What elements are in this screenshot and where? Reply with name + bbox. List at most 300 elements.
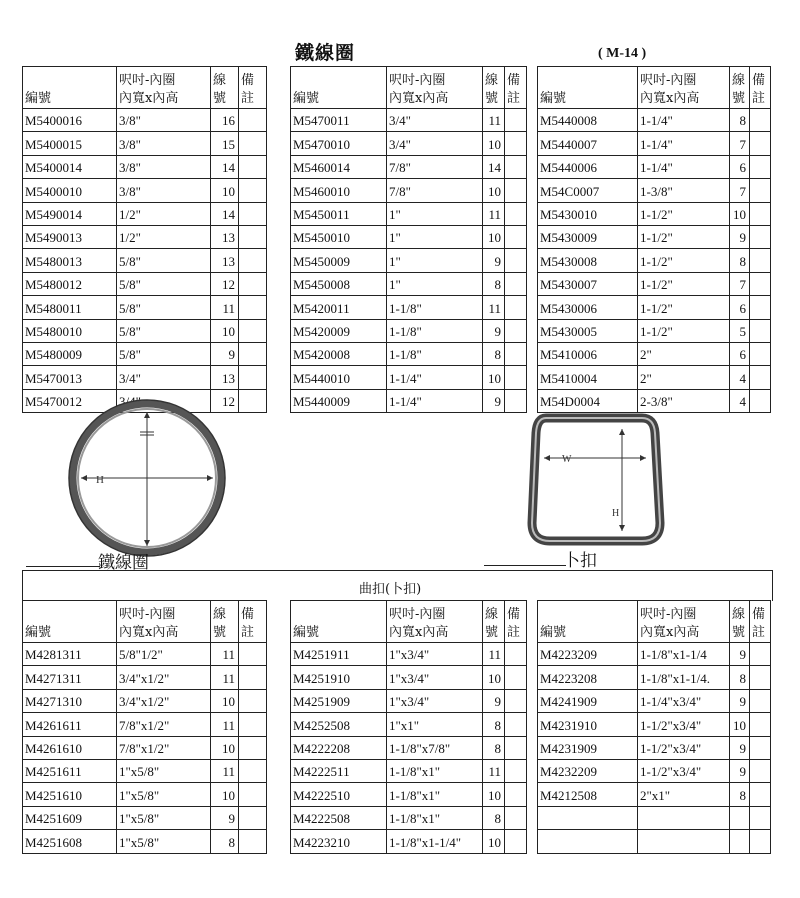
cell-remark	[750, 806, 771, 829]
cell-remark	[750, 296, 771, 319]
cell-gauge: 10	[211, 179, 239, 202]
cell-remark	[750, 179, 771, 202]
cell-size: 1"	[387, 202, 483, 225]
header-gauge-text: 號	[213, 91, 227, 106]
cell-size: 1"x3/4"	[387, 666, 483, 689]
buckle-table-a	[22, 600, 267, 854]
cell-code: M4241909	[538, 689, 638, 712]
cell-gauge: 14	[211, 155, 239, 178]
ring-table-b	[290, 66, 527, 413]
cell-remark	[750, 736, 771, 759]
cell-gauge: 8	[483, 272, 505, 295]
table-header-row	[291, 67, 527, 109]
cell-remark	[239, 342, 267, 365]
cell-remark	[750, 643, 771, 666]
cell-remark	[239, 132, 267, 155]
cell-remark	[239, 272, 267, 295]
header-remark-text: 註	[507, 91, 521, 106]
cell-code: M4251610	[23, 783, 117, 806]
cell-size: 1"x5/8"	[117, 759, 211, 782]
cell-remark	[750, 319, 771, 342]
cell-remark	[239, 689, 267, 712]
table-row	[23, 666, 267, 689]
buckle-table-b	[290, 600, 527, 854]
cell-size: 2"x1"	[638, 783, 730, 806]
cell-size: 1-1/2"	[638, 272, 730, 295]
cell-code: M5490013	[23, 225, 117, 248]
cell-size: 1-1/8"x1"	[387, 783, 483, 806]
cell-gauge: 12	[211, 272, 239, 295]
table-row	[291, 296, 527, 319]
cell-code: M5480009	[23, 342, 117, 365]
table-row	[23, 783, 267, 806]
header-size-text: 內寬x內高	[119, 625, 179, 640]
header-remark-text: 備	[507, 607, 521, 622]
cell-remark	[505, 736, 527, 759]
cell-size: 1"x5/8"	[117, 783, 211, 806]
ring-caption: 鐵線圈	[98, 553, 149, 573]
buckle-table-c	[537, 600, 771, 854]
table-row	[538, 736, 771, 759]
cell-code: M5470011	[291, 109, 387, 132]
ring-drawing	[66, 398, 236, 558]
table-row	[23, 225, 267, 248]
cell-gauge: 10	[483, 666, 505, 689]
cell-code: M5450011	[291, 202, 387, 225]
cell-size: 3/8"	[117, 179, 211, 202]
header-remark-text: 註	[507, 625, 521, 640]
cell-size	[638, 830, 730, 853]
cell-remark	[239, 389, 267, 412]
table-row	[291, 109, 527, 132]
cell-remark	[239, 202, 267, 225]
cell-code: M5400014	[23, 155, 117, 178]
cell-size: 3/8"	[117, 109, 211, 132]
header-size	[117, 67, 211, 109]
cell-gauge: 7	[730, 272, 750, 295]
cell-code: M4231910	[538, 713, 638, 736]
cell-size: 1-1/8"x1-1/4"	[387, 830, 483, 853]
cell-size: 1-1/2"x3/4"	[638, 713, 730, 736]
table-row	[23, 249, 267, 272]
cell-gauge: 9	[730, 689, 750, 712]
cell-size: 1-1/8"	[387, 319, 483, 342]
table-row	[291, 319, 527, 342]
cell-remark	[750, 783, 771, 806]
cell-code: M4251911	[291, 643, 387, 666]
cell-size: 1-1/2"	[638, 296, 730, 319]
cell-size: 1"x3/4"	[387, 689, 483, 712]
header-remark	[750, 601, 771, 643]
cell-size: 2-3/8"	[638, 389, 730, 412]
table-row	[23, 132, 267, 155]
cell-gauge: 7	[730, 132, 750, 155]
table-row	[538, 713, 771, 736]
table-row	[538, 806, 771, 829]
cell-size: 5/8"	[117, 296, 211, 319]
table-row	[291, 759, 527, 782]
table-row	[23, 366, 267, 389]
header-gauge-text: 線	[213, 73, 227, 88]
cell-remark	[239, 713, 267, 736]
cell-size: 1-1/4"x3/4"	[638, 689, 730, 712]
cell-gauge: 8	[211, 830, 239, 853]
header-gauge	[211, 67, 239, 109]
header-size-text: 內寬x內高	[640, 625, 700, 640]
header-remark-text: 備	[752, 607, 766, 622]
header-size	[387, 601, 483, 643]
cell-size: 3/8"	[117, 155, 211, 178]
cell-code: M54D0004	[538, 389, 638, 412]
cell-gauge: 9	[211, 806, 239, 829]
table-row	[291, 132, 527, 155]
cell-size: 3/4"x1/2"	[117, 689, 211, 712]
cell-size: 1-1/8"x1-1/4.	[638, 666, 730, 689]
cell-size: 1-1/4"	[387, 389, 483, 412]
cell-code: M5430009	[538, 225, 638, 248]
cell-size: 1-1/4"	[638, 132, 730, 155]
header-size	[638, 601, 730, 643]
cell-gauge: 9	[483, 319, 505, 342]
cell-code: M5430006	[538, 296, 638, 319]
table-row	[538, 272, 771, 295]
cell-code: M4251608	[23, 830, 117, 853]
cell-size: 2"	[638, 366, 730, 389]
table-row	[291, 366, 527, 389]
cell-gauge: 8	[483, 806, 505, 829]
cell-size: 1"	[387, 225, 483, 248]
header-gauge-text: 線	[732, 607, 746, 622]
cell-code: M4251910	[291, 666, 387, 689]
cell-remark	[505, 179, 527, 202]
header-remark-text: 備	[507, 73, 521, 88]
cell-remark	[750, 830, 771, 853]
cell-size: 7/8"x1/2"	[117, 713, 211, 736]
cell-gauge: 11	[211, 759, 239, 782]
header-code-text: 編號	[540, 91, 567, 106]
cell-code: M4251611	[23, 759, 117, 782]
header-gauge	[483, 601, 505, 643]
header-code	[538, 601, 638, 643]
cell-remark	[750, 666, 771, 689]
cell-size: 3/4"x1/2"	[117, 666, 211, 689]
cell-gauge: 9	[730, 759, 750, 782]
header-size-text: 呎吋-內圈	[640, 73, 697, 88]
cell-size: 7/8"	[387, 155, 483, 178]
cell-gauge: 16	[211, 109, 239, 132]
ring-table-c	[537, 66, 771, 413]
cell-size: 1-1/4"	[638, 109, 730, 132]
table-row	[538, 830, 771, 853]
cell-remark	[750, 109, 771, 132]
header-size-text: 呎吋-內圈	[119, 607, 176, 622]
cell-remark	[239, 643, 267, 666]
cell-remark	[239, 296, 267, 319]
cell-size: 1-3/8"	[638, 179, 730, 202]
cell-gauge: 6	[730, 296, 750, 319]
table-row	[538, 202, 771, 225]
table-row	[291, 736, 527, 759]
table-row	[538, 296, 771, 319]
cell-remark	[505, 249, 527, 272]
cell-remark	[505, 342, 527, 365]
ring-h-label: H	[96, 474, 104, 486]
page-title: 鐵線圈	[295, 42, 356, 64]
cell-code: M4212508	[538, 783, 638, 806]
cell-code: M5470010	[291, 132, 387, 155]
cell-code: M4232209	[538, 759, 638, 782]
cell-gauge	[730, 806, 750, 829]
header-size-text: 呎吋-內圈	[389, 73, 446, 88]
cell-code: M4222511	[291, 759, 387, 782]
header-gauge-text: 線	[213, 607, 227, 622]
cell-remark	[239, 666, 267, 689]
cell-size: 1"x1"	[387, 713, 483, 736]
cell-size: 1"x5/8"	[117, 806, 211, 829]
header-gauge-text: 號	[485, 625, 499, 640]
table-row	[291, 272, 527, 295]
cell-code: M5450010	[291, 225, 387, 248]
buckle-caption-line	[484, 565, 566, 566]
cell-remark	[505, 109, 527, 132]
cell-gauge: 4	[730, 366, 750, 389]
cell-remark	[505, 830, 527, 853]
cell-remark	[750, 713, 771, 736]
cell-gauge: 10	[483, 366, 505, 389]
cell-remark	[505, 689, 527, 712]
table-row	[291, 202, 527, 225]
header-code-text: 編號	[25, 625, 52, 640]
cell-size: 1-1/8"x1"	[387, 806, 483, 829]
header-gauge	[483, 67, 505, 109]
cell-remark	[750, 689, 771, 712]
header-remark	[505, 601, 527, 643]
header-size-text: 內寬x內高	[640, 91, 700, 106]
cell-gauge: 9	[483, 249, 505, 272]
cell-gauge: 5	[730, 319, 750, 342]
header-size-text: 呎吋-內圈	[119, 73, 176, 88]
cell-gauge: 13	[211, 366, 239, 389]
cell-code: M5460014	[291, 155, 387, 178]
cell-remark	[505, 759, 527, 782]
cell-gauge: 10	[483, 132, 505, 155]
cell-code: M4223210	[291, 830, 387, 853]
header-gauge	[730, 67, 750, 109]
cell-size: 1/2"	[117, 202, 211, 225]
cell-remark	[239, 759, 267, 782]
cell-remark	[750, 389, 771, 412]
cell-size: 7/8"x1/2"	[117, 736, 211, 759]
header-code-text: 編號	[293, 625, 320, 640]
cell-remark	[239, 319, 267, 342]
table-row	[291, 155, 527, 178]
cell-gauge: 12	[211, 389, 239, 412]
table-row	[291, 249, 527, 272]
table-row	[538, 366, 771, 389]
table-row	[538, 342, 771, 365]
cell-gauge: 8	[730, 666, 750, 689]
table-row	[23, 342, 267, 365]
table-row	[291, 342, 527, 365]
cell-code: M4261610	[23, 736, 117, 759]
buckle-h-label: H	[612, 508, 620, 519]
ring-caption-line	[26, 566, 100, 567]
cell-gauge: 11	[483, 759, 505, 782]
table-row	[291, 830, 527, 853]
table-row	[291, 713, 527, 736]
header-remark-text: 註	[752, 91, 766, 106]
cell-gauge: 9	[483, 389, 505, 412]
table-row	[538, 132, 771, 155]
cell-remark	[239, 249, 267, 272]
table-row	[538, 689, 771, 712]
cell-code	[538, 806, 638, 829]
cell-size: 5/8"1/2"	[117, 643, 211, 666]
table-header-row	[23, 67, 267, 109]
cell-size: 1"x5/8"	[117, 830, 211, 853]
cell-size: 1-1/4"	[638, 155, 730, 178]
table-row	[291, 666, 527, 689]
cell-gauge: 14	[483, 155, 505, 178]
header-size-text: 內寬x內高	[119, 91, 179, 106]
cell-gauge: 10	[483, 225, 505, 248]
cell-gauge: 11	[211, 713, 239, 736]
table-row	[291, 643, 527, 666]
cell-remark	[505, 783, 527, 806]
table-row	[538, 319, 771, 342]
cell-code: M5450008	[291, 272, 387, 295]
table-row	[291, 389, 527, 412]
cell-code: M4271310	[23, 689, 117, 712]
cell-code: M5480010	[23, 319, 117, 342]
cell-code: M4251909	[291, 689, 387, 712]
cell-gauge: 11	[483, 296, 505, 319]
cell-code: M5470013	[23, 366, 117, 389]
cell-code: M5480013	[23, 249, 117, 272]
table-row	[23, 296, 267, 319]
cell-gauge: 11	[483, 202, 505, 225]
cell-code: M5490014	[23, 202, 117, 225]
cell-code: M5440006	[538, 155, 638, 178]
cell-code: M5420011	[291, 296, 387, 319]
cell-size: 1-1/2"	[638, 202, 730, 225]
cell-remark	[750, 759, 771, 782]
cell-size: 1"x3/4"	[387, 643, 483, 666]
table-row	[538, 759, 771, 782]
header-remark	[239, 601, 267, 643]
header-code	[23, 601, 117, 643]
cell-remark	[505, 366, 527, 389]
table-row	[23, 806, 267, 829]
cell-remark	[239, 783, 267, 806]
cell-gauge: 8	[483, 736, 505, 759]
cell-remark	[505, 155, 527, 178]
header-gauge-text: 號	[732, 625, 746, 640]
buckle-drawing	[524, 413, 674, 548]
cell-code: M4222208	[291, 736, 387, 759]
cell-gauge: 4	[730, 389, 750, 412]
cell-gauge: 10	[730, 713, 750, 736]
table-row	[538, 225, 771, 248]
cell-gauge: 9	[483, 689, 505, 712]
cell-code: M5440010	[291, 366, 387, 389]
table-row	[23, 689, 267, 712]
header-code	[291, 601, 387, 643]
cell-remark	[750, 342, 771, 365]
cell-size: 1"	[387, 272, 483, 295]
cell-remark	[239, 366, 267, 389]
cell-gauge: 8	[730, 249, 750, 272]
table-row	[538, 249, 771, 272]
ring-table-a	[22, 66, 267, 413]
cell-code: M5420009	[291, 319, 387, 342]
cell-code: M5470012	[23, 389, 117, 412]
cell-gauge: 8	[730, 109, 750, 132]
cell-gauge: 11	[211, 643, 239, 666]
header-code	[291, 67, 387, 109]
cell-code: M5460010	[291, 179, 387, 202]
cell-code: M5440008	[538, 109, 638, 132]
cell-code: M4231909	[538, 736, 638, 759]
header-remark	[239, 67, 267, 109]
header-remark-text: 註	[241, 625, 255, 640]
cell-gauge: 9	[730, 736, 750, 759]
table-row	[23, 272, 267, 295]
cell-size: 5/8"	[117, 342, 211, 365]
cell-size: 1"	[387, 249, 483, 272]
cell-size: 1-1/8"x1"	[387, 759, 483, 782]
cell-remark	[750, 249, 771, 272]
cell-gauge: 7	[730, 179, 750, 202]
header-remark-text: 備	[241, 73, 255, 88]
cell-gauge: 13	[211, 249, 239, 272]
cell-gauge: 6	[730, 342, 750, 365]
cell-gauge: 8	[483, 713, 505, 736]
table-row	[23, 179, 267, 202]
table-row	[538, 179, 771, 202]
cell-remark	[505, 202, 527, 225]
table-row	[538, 643, 771, 666]
cell-size: 2"	[638, 342, 730, 365]
cell-code: M4223208	[538, 666, 638, 689]
cell-size: 3/4"	[117, 389, 211, 412]
cell-gauge: 11	[483, 643, 505, 666]
cell-remark	[750, 155, 771, 178]
table-row	[538, 389, 771, 412]
cell-size: 5/8"	[117, 272, 211, 295]
cell-remark	[505, 389, 527, 412]
cell-remark	[505, 296, 527, 319]
cell-size: 1/2"	[117, 225, 211, 248]
cell-remark	[750, 132, 771, 155]
table-row	[23, 319, 267, 342]
cell-remark	[239, 179, 267, 202]
cell-gauge: 8	[483, 342, 505, 365]
cell-size: 1-1/2"	[638, 319, 730, 342]
header-size	[117, 601, 211, 643]
header-code	[538, 67, 638, 109]
table-header-row	[291, 601, 527, 643]
cell-gauge: 10	[730, 202, 750, 225]
header-remark	[505, 67, 527, 109]
cell-size: 5/8"	[117, 319, 211, 342]
table-row	[23, 713, 267, 736]
cell-gauge: 10	[483, 179, 505, 202]
cell-gauge: 10	[483, 783, 505, 806]
cell-gauge: 11	[211, 666, 239, 689]
cell-gauge: 14	[211, 202, 239, 225]
table-row	[23, 830, 267, 853]
